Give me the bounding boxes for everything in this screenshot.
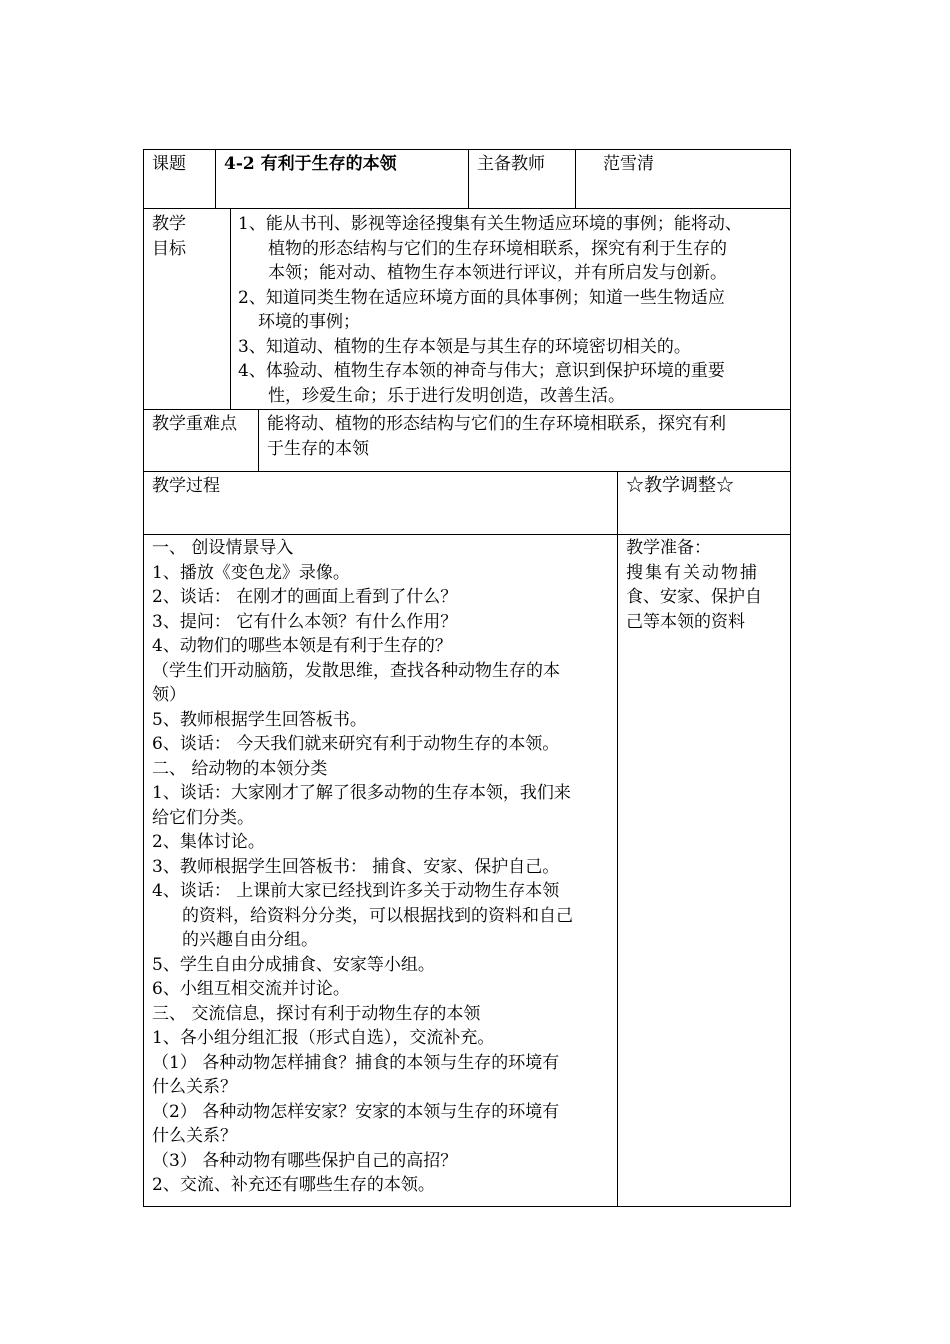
process-line: 4、动物们的哪些本领是有利于生存的？ xyxy=(152,636,452,656)
process-line: 的兴趣自由分组。 xyxy=(182,930,318,950)
process-line: 3、提问： 它有什么本领？有什么作用？ xyxy=(152,611,458,632)
objective-line: 植物的形态结构与它们的生存环境相联系，探究有利于生存的 xyxy=(268,238,727,259)
prep-line: 食、安家、保护自 xyxy=(626,587,762,607)
process-line: 什么关系？ xyxy=(152,1126,237,1146)
process-line: （学生们开动脑筋，发散思维，查找各种动物生存的本 xyxy=(152,660,560,681)
teacher-value-cell xyxy=(603,152,654,177)
objectives-label-cell xyxy=(152,212,186,261)
objective-line: 性，珍爱生命；乐于进行发明创造，改善生活。 xyxy=(268,385,625,406)
objectives-content-cell xyxy=(238,212,742,408)
process-line: 什么关系？ xyxy=(152,1077,237,1097)
adjust-label-cell xyxy=(626,474,734,499)
objective-line: 4、体验动、植物生存本领的神奇与伟大；意识到保护环境的重要 xyxy=(238,361,725,381)
process-line: 4、谈话： 上课前大家已经找到许多关于动物生存本领 xyxy=(152,881,560,901)
adjust-label: ☆教学调整☆ xyxy=(626,475,734,496)
teacher-label-cell xyxy=(477,152,545,177)
col-divider-adjust xyxy=(617,471,618,1207)
process-line: 6、小组互相交流并讨论。 xyxy=(152,979,350,999)
process-line: 2、集体讨论。 xyxy=(152,832,265,852)
prep-line: 搜集有关动物捕 xyxy=(626,562,759,583)
process-line: （2） 各种动物怎样安家？安家的本领与生存的环境有 xyxy=(152,1101,560,1122)
topic-value-cell xyxy=(224,152,397,177)
row-divider-4 xyxy=(143,534,791,535)
row-divider-1 xyxy=(143,208,791,209)
table-border-bottom xyxy=(143,1206,791,1207)
objective-line: 本领；能对动、植物生存本领进行评议，并有所启发与创新。 xyxy=(268,263,727,283)
process-line: 2、交流、补充还有哪些生存的本领。 xyxy=(152,1175,435,1195)
process-line: 5、教师根据学生回答板书。 xyxy=(152,709,367,730)
process-line: 1、播放《变色龙》录像。 xyxy=(152,562,350,583)
keypoints-label-cell xyxy=(152,412,237,437)
process-line: 6、谈话： 今天我们就来研究有利于动物生存的本领。 xyxy=(152,734,560,754)
col-divider-teacher-value xyxy=(575,149,576,209)
process-line: 2、谈话： 在刚才的画面上看到了什么？ xyxy=(152,587,458,607)
table-border-right xyxy=(790,149,791,1207)
topic-label: 课题 xyxy=(152,154,186,174)
process-line: 给它们分类。 xyxy=(152,807,254,828)
process-label: 教学过程 xyxy=(152,476,220,496)
keypoints-content-cell xyxy=(267,412,726,461)
process-line: 一、 创设情景导入 xyxy=(152,538,294,558)
topic-value: 4-2 有利于生存的本领 xyxy=(224,154,397,174)
prep-line: 教学准备： xyxy=(626,538,711,558)
col-divider-keypoints xyxy=(258,409,259,472)
process-line: 三、 交流信息，探讨有利于动物生存的本领 xyxy=(152,1003,481,1024)
prep-line: 己等本领的资料 xyxy=(626,611,745,632)
topic-label-cell xyxy=(152,152,186,177)
objective-line: 3、知道动、植物的生存本领是与其生存的环境密切相关的。 xyxy=(238,336,691,357)
row-divider-3 xyxy=(143,471,791,472)
prep-content-cell xyxy=(626,536,762,634)
teacher-label: 主备教师 xyxy=(477,154,545,174)
process-line: 二、 给动物的本领分类 xyxy=(152,758,328,779)
process-line: （1） 各种动物怎样捕食？捕食的本领与生存的环境有 xyxy=(152,1052,560,1073)
col-divider-objectives xyxy=(230,208,231,410)
keypoints-line: 于生存的本领 xyxy=(267,438,369,459)
teacher-value: 范雪清 xyxy=(603,154,654,174)
objectives-label-line2: 目标 xyxy=(152,238,186,259)
table-border-left xyxy=(143,149,144,1207)
process-line: 1、各小组分组汇报（形式自选），交流补充。 xyxy=(152,1028,495,1048)
objective-line: 2、知道同类生物在适应环境方面的具体事例；知道一些生物适应 xyxy=(238,287,725,308)
process-line: （3） 各种动物有哪些保护自己的高招？ xyxy=(152,1150,458,1171)
process-content-cell xyxy=(152,536,573,1198)
process-line: 5、学生自由分成捕食、安家等小组。 xyxy=(152,954,435,975)
objective-line: 环境的事例； xyxy=(258,312,360,332)
keypoints-line: 能将动、植物的形态结构与它们的生存环境相联系，探究有利 xyxy=(267,414,726,434)
row-divider-2 xyxy=(143,409,791,410)
keypoints-label: 教学重难点 xyxy=(152,414,237,434)
objectives-label-line1: 教学 xyxy=(152,214,186,234)
process-line: 的资料，给资料分分类，可以根据找到的资料和自己 xyxy=(182,905,573,926)
col-divider-teacher-label xyxy=(468,149,469,209)
table-border-top xyxy=(143,149,791,150)
process-line: 1、谈话：大家刚才了解了很多动物的生存本领，我们来 xyxy=(152,783,571,803)
process-label-cell xyxy=(152,474,220,499)
col-divider-topic xyxy=(215,149,216,209)
objective-line: 1、能从书刊、影视等途径搜集有关生物适应环境的事例；能将动、 xyxy=(238,214,742,234)
process-line: 领） xyxy=(152,685,186,705)
process-line: 3、教师根据学生回答板书： 捕食、安家、保护自己。 xyxy=(152,856,560,877)
